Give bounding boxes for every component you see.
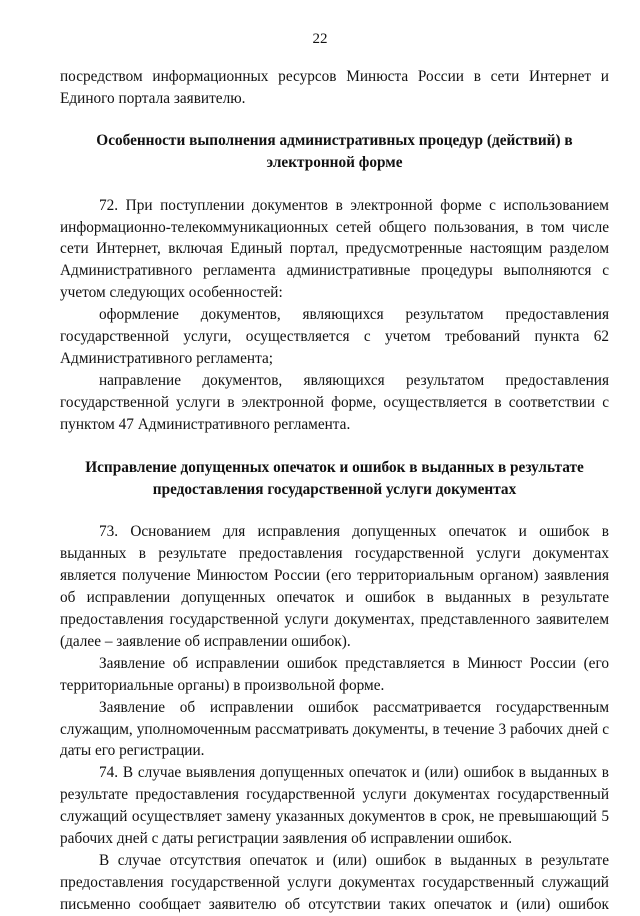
page-number: 22 (312, 31, 328, 47)
paragraph-72-item-1: оформление документов, являющихся результатом предоставления государственной услуги, осуществляется с учетом требований пункта 62 Административного регламента; (60, 306, 609, 367)
paragraph-74: 74. В случае выявления допущенных опечаток и (или) ошибок в выданных в результате предоставления государственной услуги документах государственный служащий осуществляет замену указанных документов в срок, не превышающий 5 рабочих дней с даты регистрации заявления об исправлении ошибок. (60, 764, 609, 848)
section-heading-corrections: Исправление допущенных опечаток и ошибок в выданных в результате предоставления государственной услуги документах (85, 458, 584, 498)
paragraph-73-item-1: Заявление об исправлении ошибок представляется в Минюст России (его территориальные органы) в произвольной форме. (60, 654, 609, 694)
paragraph-73: 73. Основанием для исправления допущенных опечаток и ошибок в выданных в результате предоставления государственной услуги документах является получение Минюстом России (его территориальным органом) заявления об исправлении допущенных опечаток и ошибок в выданных в результате предоставления государственной услуги документах, представленного заявителем (далее – заявление об исправлении ошибок). (60, 523, 609, 650)
paragraph-intro: посредством информационных ресурсов Минюста России в сети Интернет и Единого портала заявителю. (60, 68, 609, 107)
paragraph-73-item-2: Заявление об исправлении ошибок рассматривается государственным служащим, уполномоченным рассматривать документы, в течение 3 рабочих дней с даты его регистрации. (60, 698, 609, 760)
section-heading-electronic-form: Особенности выполнения административных процедур (действий) в электронной форме (96, 131, 573, 171)
document-body (60, 66, 609, 916)
paragraph-72: 72. При поступлении документов в электронной форме с использованием информационно-телекоммуникационных сетей общего пользования, в том числе сети Интернет, включая Единый портал, предусмотренные настоящим разделом Административного регламента административные процедуры выполняются с учетом следующих особенностей: (60, 196, 609, 302)
paragraph-72-item-2: направление документов, являющихся результатом предоставления государственной услуги в электронной форме, осуществляется в соответствии с пунктом 47 Административного регламента. (60, 371, 609, 433)
paragraph-74-item-1: В случае отсутствия опечаток и (или) ошибок в выданных в результате предоставления государственной услуги документах государственный служащий письменно сообщает заявителю об отсутствии таких опечаток и (или) ошибок (60, 852, 609, 913)
